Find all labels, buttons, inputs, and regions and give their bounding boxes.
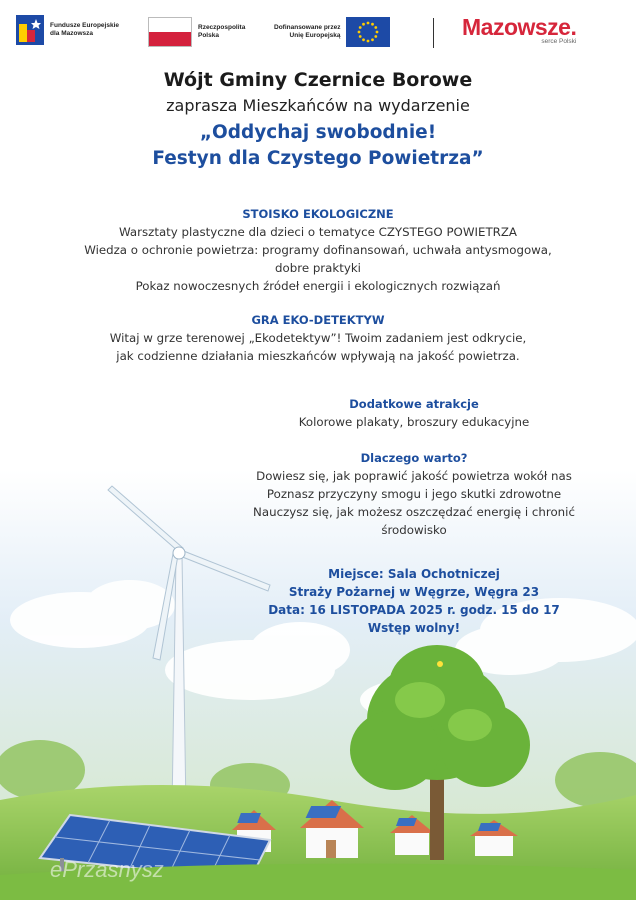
section-warto-line: środowisko (381, 523, 447, 537)
organizer-title: Wójt Gminy Czernice Borowe (163, 69, 473, 91)
event-title-line2: Festyn dla Czystego Powietrza” (152, 148, 484, 169)
event-info-date: Data: 16 LISTOPADA 2025 r. godz. 15 do 17 (268, 603, 560, 617)
mazowsze-logo (462, 14, 576, 45)
poland-flag-icon (148, 17, 192, 47)
section-gra-line: Witaj w grze terenowej „Ekodetektyw”! Twoim zadaniem jest odkrycie, (109, 331, 527, 345)
section-stoisko-line: dobre praktyki (275, 261, 361, 275)
eu-name-line1: Dofinansowane przez (274, 24, 341, 31)
section-warto-line: Nauczysz się, jak możesz oszczędzać energię i chronić (253, 505, 575, 519)
eu-logo (274, 17, 390, 47)
section-stoisko-heading: STOISKO EKOLOGICZNE (242, 207, 394, 221)
eu-flag-icon (346, 17, 390, 47)
section-warto-line: Dowiesz się, jak poprawić jakość powietrza wokół nas (256, 469, 572, 483)
fe-name-line2: dla Mazowsza (50, 30, 93, 37)
section-stoisko-line: Warsztaty plastyczne dla dzieci o tematyce CZYSTEGO POWIETRZA (119, 225, 517, 239)
section-gra-line: jak codzienne działania mieszkańców wpływają na jakość powietrza. (116, 349, 520, 363)
event-info-entry: Wstęp wolny! (367, 621, 461, 635)
fe-logo (16, 15, 119, 45)
section-atrakcje-line: Kolorowe plakaty, broszury edukacyjne (298, 415, 530, 429)
event-info (196, 565, 632, 637)
event-title (0, 120, 636, 172)
eu-name-line2: Unię Europejską (289, 32, 341, 39)
section-warto (196, 449, 632, 539)
section-warto-line: Poznasz przyczyny smogu i jego skutki zdrowotne (266, 487, 562, 501)
section-warto-heading: Dlaczego warto? (360, 451, 468, 465)
section-atrakcje (196, 395, 632, 431)
event-info-location: Miejsce: Sala Ochotniczej (328, 567, 500, 581)
event-info-address: Straży Pożarnej w Węgrze, Węgra 23 (288, 585, 540, 599)
region-tagline: serce Polski (541, 38, 577, 45)
watermark-text: ePrzasnysz (50, 857, 164, 882)
section-atrakcje-heading: Dodatkowe atrakcje (349, 397, 479, 411)
logo-bar (0, 0, 636, 62)
section-stoisko (0, 205, 636, 295)
section-gra-heading: GRA EKO-DETEKTYW (251, 313, 385, 327)
section-gra (0, 311, 636, 365)
logo-divider (433, 18, 434, 48)
invitation-text: zaprasza Mieszkańców na wydarzenie (166, 96, 470, 115)
fe-name-line1: Fundusze Europejskie (50, 22, 119, 29)
section-stoisko-line: Pokaz nowoczesnych źródeł energii i ekologicznych rozwiązań (135, 279, 501, 293)
section-stoisko-line: Wiedza o ochronie powietrza: programy dofinansowań, uchwała antysmogowa, (84, 243, 552, 257)
rp-name-line1: Rzeczpospolita (198, 24, 246, 31)
event-title-line1: „Oddychaj swobodnie! (199, 122, 437, 143)
region-name: Mazowsze. (462, 14, 577, 40)
rp-logo (148, 17, 245, 47)
rp-name-line2: Polska (198, 32, 219, 39)
fe-emblem-icon (16, 15, 44, 45)
